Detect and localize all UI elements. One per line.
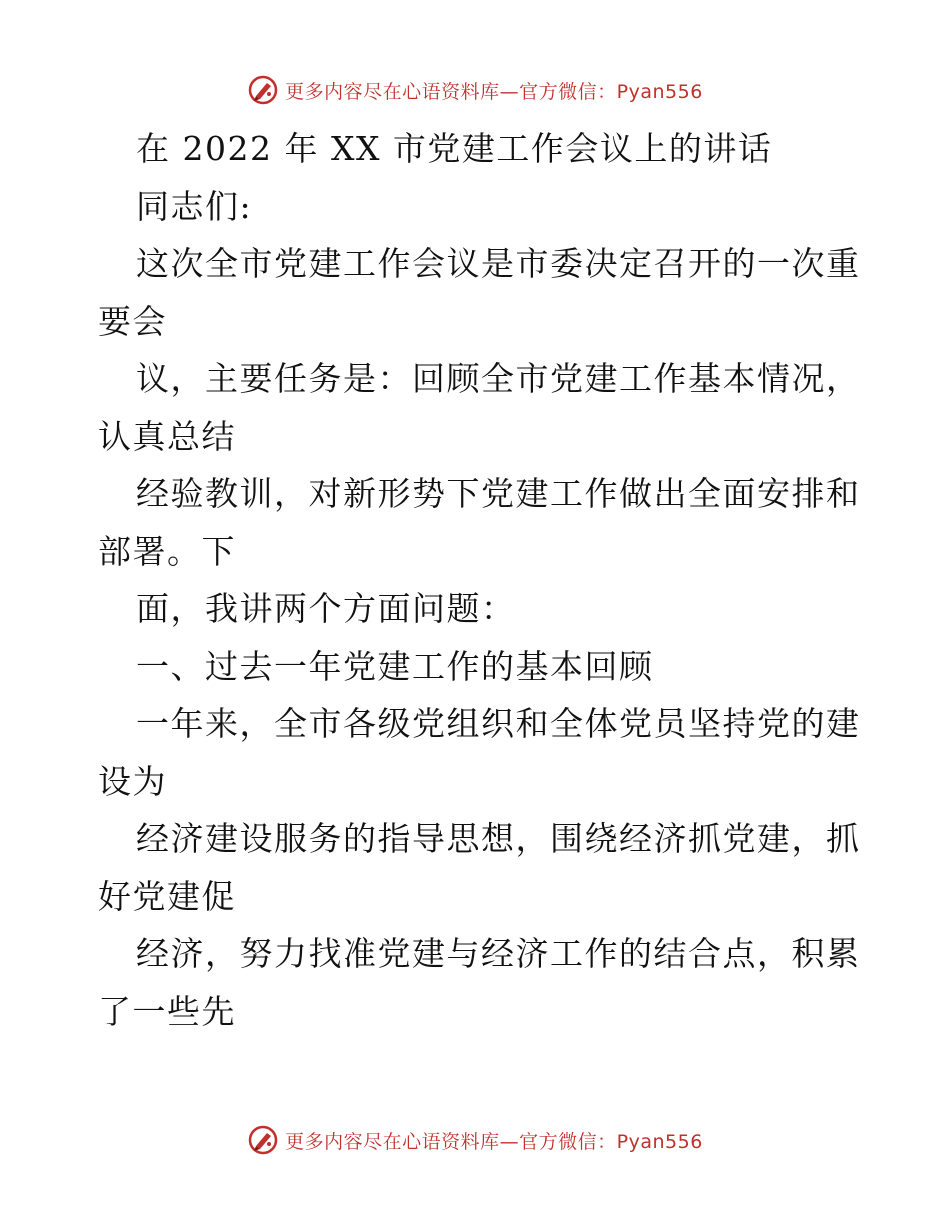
paragraph-line: 这次全市党建工作会议是市委决定召开的一次重 [136,244,861,283]
paragraph-line: 在 2022 年 XX 市党建工作会议上的讲话 [136,129,773,168]
paragraph-line: 一、过去一年党建工作的基本回顾 [136,646,654,686]
paragraph-line: 经验教训，对新形势下党建工作做出全面安排和 [136,474,861,513]
header-banner [0,70,950,110]
pen-circle-icon [247,74,279,106]
footer-banner-text: 更多内容尽在心语资料库—官方微信：Pyan556 [285,1130,703,1153]
paragraph-line: 议，主要任务是：回顾全市党建工作基本情况， [136,359,861,398]
paragraph-line: 一年来，全市各级党组织和全体党员坚持党的建 [136,704,861,743]
pen-circle-icon [247,1124,279,1156]
paragraph-line: 要会 [98,301,167,341]
header-banner-text: 更多内容尽在心语资料库—官方微信：Pyan556 [285,80,703,103]
paragraph-line: 面，我讲两个方面问题： [136,589,516,628]
paragraph-line: 部署。下 [98,531,236,571]
paragraph-line: 同志们: [136,186,253,226]
document-body [98,120,861,1040]
paragraph-line: 经济，努力找准党建与经济工作的结合点，积累 [136,934,861,973]
paragraph-line: 认真总结 [98,416,236,456]
paragraph-line: 好党建促 [98,876,236,916]
paragraph-line: 设为 [98,761,167,801]
paragraph-line: 了一些先 [98,991,236,1031]
paragraph-line: 经济建设服务的指导思想，围绕经济抓党建，抓 [136,819,861,858]
footer-banner [0,1120,950,1160]
